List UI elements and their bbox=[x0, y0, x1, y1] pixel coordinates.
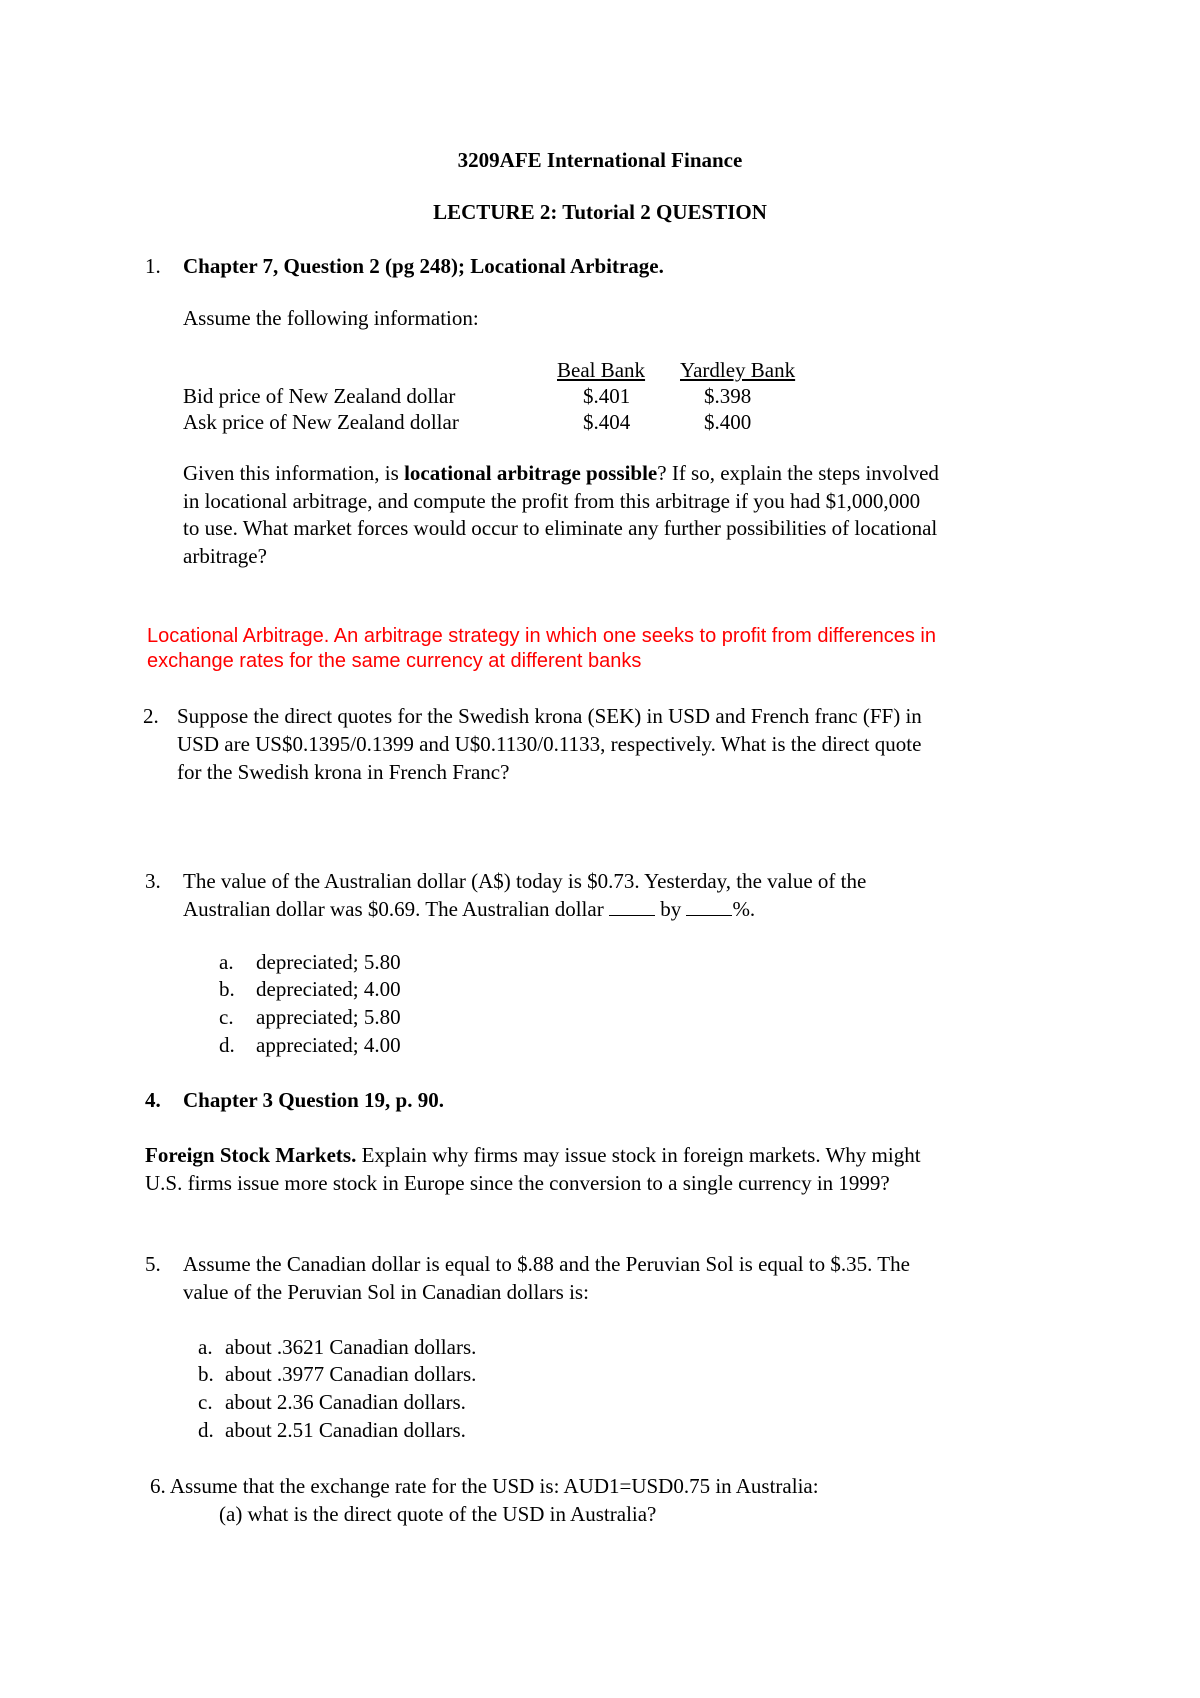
q3-blank-direction[interactable] bbox=[609, 895, 655, 916]
q3-option-d-letter: d. bbox=[219, 1033, 235, 1057]
q2-line1: Suppose the direct quotes for the Swedish krona (SEK) in USD and French franc (FF) in bbox=[177, 704, 922, 728]
q3-number: 3. bbox=[145, 869, 161, 893]
q1-note-line1: Locational Arbitrage. An arbitrage strategy in which one seeks to profit from differences in bbox=[147, 625, 936, 647]
q5-option-c: about 2.36 Canadian dollars. bbox=[225, 1390, 466, 1414]
q1-number: 1. bbox=[145, 254, 161, 278]
q5-option-c-letter: c. bbox=[198, 1390, 213, 1414]
q6-line1: 6. Assume that the exchange rate for the USD is: AUD1=USD0.75 in Australia: bbox=[150, 1474, 819, 1498]
q1-paragraph-line1: Given this information, is locational arbitrage possible? If so, explain the steps involved bbox=[183, 461, 939, 485]
q5-line2: value of the Peruvian Sol in Canadian dollars is: bbox=[183, 1280, 589, 1304]
table-row-label-bid: Bid price of New Zealand dollar bbox=[183, 384, 456, 408]
q3-option-d: appreciated; 4.00 bbox=[256, 1033, 401, 1057]
q3-line2: Australian dollar was $0.69. The Australian dollar by %. bbox=[183, 897, 756, 921]
q5-option-b: about .3977 Canadian dollars. bbox=[225, 1362, 477, 1386]
course-title: 3209AFE International Finance bbox=[457, 148, 743, 172]
q4-number: 4. bbox=[145, 1088, 161, 1112]
lecture-title: LECTURE 2: Tutorial 2 QUESTION bbox=[433, 200, 767, 224]
q5-option-a-letter: a. bbox=[198, 1335, 213, 1359]
table-row-label-ask: Ask price of New Zealand dollar bbox=[183, 410, 459, 434]
table-cell-bid-beal: $.401 bbox=[583, 384, 631, 408]
q1-paragraph-line2: in locational arbitrage, and compute the profit from this arbitrage if you had $1,000,000 bbox=[183, 489, 921, 513]
table-cell-ask-yardley: $.400 bbox=[704, 410, 752, 434]
q1-paragraph-line3: to use. What market forces would occur to eliminate any further possibilities of locational bbox=[183, 516, 938, 540]
q6-line2: (a) what is the direct quote of the USD in Australia? bbox=[219, 1502, 657, 1526]
q5-option-d-letter: d. bbox=[198, 1418, 214, 1442]
q1-heading: Chapter 7, Question 2 (pg 248); Locational Arbitrage. bbox=[183, 254, 664, 278]
q3-line1: The value of the Australian dollar (A$) today is $0.73. Yesterday, the value of the bbox=[183, 869, 867, 893]
q3-option-b: depreciated; 4.00 bbox=[256, 977, 401, 1001]
table-header-beal-bank: Beal Bank bbox=[557, 358, 646, 382]
q3-option-a-letter: a. bbox=[219, 950, 234, 974]
q2-line3: for the Swedish krona in French Franc? bbox=[177, 760, 510, 784]
q4-bold-lead: Foreign Stock Markets. bbox=[145, 1143, 357, 1167]
q3-option-b-letter: b. bbox=[219, 977, 235, 1001]
q1-paragraph-line4: arbitrage? bbox=[183, 544, 267, 568]
q4-heading: Chapter 3 Question 19, p. 90. bbox=[183, 1088, 444, 1112]
q3-option-a: depreciated; 5.80 bbox=[256, 950, 401, 974]
q4-line2: U.S. firms issue more stock in Europe since the conversion to a single currency in 1999? bbox=[145, 1171, 890, 1195]
q1-intro: Assume the following information: bbox=[183, 306, 479, 330]
table-cell-ask-beal: $.404 bbox=[583, 410, 631, 434]
q2-number: 2. bbox=[143, 704, 159, 728]
q1-bold-phrase: locational arbitrage possible bbox=[404, 461, 658, 485]
q5-option-d: about 2.51 Canadian dollars. bbox=[225, 1418, 466, 1442]
q5-option-a: about .3621 Canadian dollars. bbox=[225, 1335, 477, 1359]
q3-blank-percent[interactable] bbox=[686, 895, 732, 916]
q5-option-b-letter: b. bbox=[198, 1362, 214, 1386]
q2-line2: USD are US$0.1395/0.1399 and U$0.1130/0.1133, respectively. What is the direct quote bbox=[177, 732, 922, 756]
q1-note-line2: exchange rates for the same currency at different banks bbox=[147, 650, 642, 672]
q5-number: 5. bbox=[145, 1252, 161, 1276]
q3-option-c-letter: c. bbox=[219, 1005, 234, 1029]
q3-option-c: appreciated; 5.80 bbox=[256, 1005, 401, 1029]
q4-line1: Foreign Stock Markets. Explain why firms may issue stock in foreign markets. Why might bbox=[145, 1143, 921, 1167]
q5-line1: Assume the Canadian dollar is equal to $.88 and the Peruvian Sol is equal to $.35. The bbox=[183, 1252, 910, 1276]
table-header-yardley-bank: Yardley Bank bbox=[680, 358, 796, 382]
table-cell-bid-yardley: $.398 bbox=[704, 384, 752, 408]
